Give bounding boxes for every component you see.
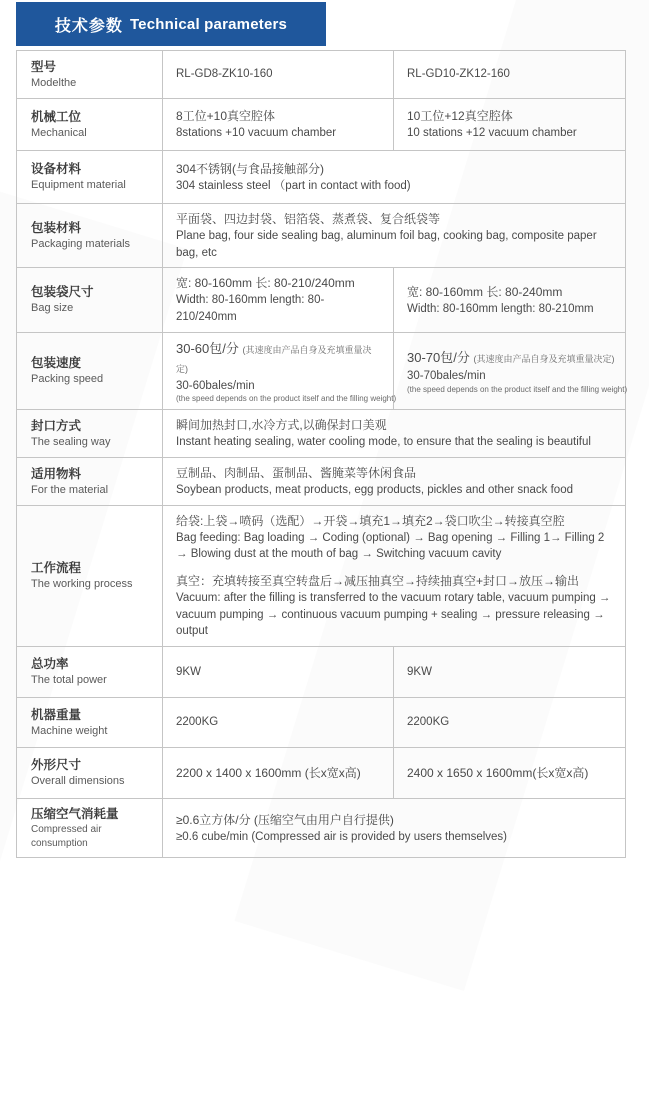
overall-dimensions-value-col2: [394, 748, 626, 799]
value-line: 2200 x 1400 x 1600mm (长x宽x高): [176, 766, 361, 781]
value-line: 9KW: [176, 665, 201, 678]
row-label: [17, 332, 163, 410]
table-row-packing-speed: [17, 332, 626, 410]
equipment-material-value: [163, 151, 626, 204]
row-label-en: Modelthe: [31, 76, 77, 89]
row-label: [17, 799, 163, 858]
row-label-en: Overall dimensions: [31, 775, 125, 788]
sealing-way-value: [163, 410, 626, 458]
total-power-value-col2: [394, 647, 626, 698]
row-label-zh: 包装袋尺寸: [31, 285, 94, 300]
speed-value: 30-70包/分: [407, 350, 470, 366]
value-line: 2400 x 1650 x 1600mm(长x宽x高): [407, 766, 589, 781]
row-label-en: Equipment material: [31, 179, 126, 192]
row-label-zh: 机器重量: [31, 707, 82, 722]
table-row-machine-weight: [17, 698, 626, 748]
row-label: [17, 151, 163, 204]
row-label-zh: 外形尺寸: [31, 758, 82, 773]
row-label: [17, 51, 163, 99]
total-power-value-col1: [163, 647, 394, 698]
model-value-col2: [394, 51, 626, 99]
row-label-en: For the material: [31, 483, 109, 496]
working-process-value: [163, 505, 626, 646]
title-banner: [16, 2, 326, 46]
bag-size-value-col2: [394, 268, 626, 332]
value-line: 9KW: [407, 665, 432, 678]
table-row-model: [17, 51, 626, 99]
packaging-materials-value: [163, 204, 626, 268]
value-line: 8stations +10 vacuum chamber: [176, 127, 337, 140]
value-line: 2200KG: [407, 716, 450, 729]
compressed-air-value: [163, 799, 626, 858]
value-line: 宽: 80-160mm 长: 80-240mm: [407, 284, 563, 299]
row-label-zh: 机械工位: [31, 109, 82, 124]
row-label-zh: 工作流程: [31, 561, 82, 576]
process-bag-feeding-en: Bag feeding: Bag loading → Coding (optional) → Bag opening → Filling 1→ Filling 2 → Blowing dust at the mouth of bag → Switching vacuum cavity: [176, 531, 605, 561]
row-label-en: The total power: [31, 674, 107, 687]
row-label-zh: 适用物料: [31, 466, 82, 481]
row-label: [17, 647, 163, 698]
value-line: 平面袋、四边封袋、铝箔袋、蒸煮袋、复合纸袋等: [176, 212, 441, 226]
bag-size-value-col1: [163, 268, 394, 332]
table-row-compressed-air: [17, 799, 626, 858]
row-label-en: Packaging materials: [31, 238, 131, 251]
packing-speed-value-col1: [163, 332, 397, 410]
mechanical-value-col1: [163, 99, 394, 151]
value-line: 304 stainless steel （part in contact with food): [176, 179, 411, 192]
model-value-col1: [163, 51, 394, 99]
table-row-overall-dimensions: [17, 748, 626, 799]
row-label-zh: 型号: [31, 59, 57, 74]
table-row-packaging-materials: [17, 204, 626, 268]
value-line: [407, 348, 615, 368]
row-label-zh: 总功率: [31, 657, 69, 672]
machine-weight-value-col1: [163, 698, 394, 748]
value-line: 8工位+10真空腔体: [176, 109, 276, 124]
row-label-en: Machine weight: [31, 724, 108, 737]
packing-speed-value-col2: [394, 332, 626, 410]
row-label-zh: 包装材料: [31, 220, 82, 235]
row-label: [17, 748, 163, 799]
value-line: RL-GD8-ZK10-160: [176, 68, 273, 81]
process-vacuum-en: Vacuum: after the filling is transferred to the vacuum rotary table, vacuum pumping → vacuum pumping → continuous vacuum pumping + sealing → pressure releasing → output: [176, 592, 611, 638]
value-line: Width: 80-160mm length: 80-210mm: [407, 302, 594, 315]
value-line: 宽: 80-160mm 长: 80-210/240mm: [176, 276, 355, 291]
table-row-equipment-material: [17, 151, 626, 204]
row-label-en: The sealing way: [31, 436, 111, 449]
value-line: Plane bag, four side sealing bag, aluminum foil bag, cooking bag, composite paper bag, etc: [176, 230, 597, 259]
value-line: 2200KG: [176, 716, 219, 729]
page-title-zh: 技术参数: [54, 17, 123, 35]
overall-dimensions-value-col1: [163, 748, 394, 799]
row-label-en: Compressed air consumption: [31, 824, 102, 850]
page-title-en: Technical parameters: [129, 15, 288, 33]
value-line: Width: 80-160mm length: 80-210/240mm: [176, 294, 325, 324]
value-line: 豆制品、肉制品、蛋制品、酱腌菜等休闲食品: [176, 466, 417, 481]
row-label-en: The working process: [31, 578, 133, 591]
value-line: ≥0.6立方体/分 (压缩空气由用户自行提供): [176, 812, 394, 827]
row-label: [17, 99, 163, 151]
table-row-for-the-material: [17, 458, 626, 506]
row-label-en: Mechanical: [31, 126, 87, 139]
row-label: [17, 410, 163, 458]
row-label-zh: 压缩空气消耗量: [31, 807, 119, 822]
row-label: [17, 505, 163, 646]
value-line: ≥0.6 cube/min (Compressed air is provided by users themselves): [176, 830, 508, 843]
process-vacuum-zh: 真空：充填转接至真空转盘后→减压抽真空→持续抽真空+封口→放压→输出: [176, 574, 580, 589]
value-line: 10 stations +12 vacuum chamber: [407, 127, 577, 140]
row-label: [17, 268, 163, 332]
process-bag-feeding-zh: 给袋:上袋→喷码（选配）→开袋→填充1→填充2→袋口吹尘→转接真空腔: [176, 513, 565, 528]
speed-note-zh: (其速度由产品自身及充填重量决定): [176, 344, 372, 375]
table-row-sealing-way: [17, 410, 626, 458]
value-line: Soybean products, meat products, egg products, pickles and other snack food: [176, 484, 573, 497]
table-row-total-power: [17, 647, 626, 698]
speed-value: 30-60包/分: [176, 340, 239, 356]
row-label-zh: 设备材料: [31, 162, 82, 177]
row-label-en: Packing speed: [31, 373, 104, 386]
value-line: 30-60bales/min: [176, 379, 255, 392]
value-line: [176, 339, 383, 378]
value-line: 瞬间加热封口,水冷方式,以确保封口美观: [176, 418, 387, 433]
speed-note-zh: (其速度由产品自身及充填重量决定): [473, 354, 615, 365]
row-label-en: Bag size: [31, 302, 74, 315]
row-label-zh: 包装速度: [31, 356, 82, 371]
row-label: [17, 204, 163, 268]
row-label: [17, 698, 163, 748]
value-line: 30-70bales/min: [407, 369, 486, 382]
value-line: 10工位+12真空腔体: [407, 109, 513, 124]
mechanical-value-col2: [394, 99, 626, 151]
speed-note-en: (the speed depends on the product itself and the filling weight): [176, 394, 397, 404]
speed-note-en: (the speed depends on the product itself and the filling weight): [407, 384, 628, 394]
row-label-zh: 封口方式: [31, 418, 82, 433]
value-line: RL-GD10-ZK12-160: [407, 68, 510, 81]
machine-weight-value-col2: [394, 698, 626, 748]
table-row-mechanical: [17, 99, 626, 151]
row-label: [17, 458, 163, 506]
value-line: Instant heating sealing, water cooling mode, to ensure that the sealing is beautiful: [176, 436, 591, 449]
value-line: 304不锈钢(与食品接触部分): [176, 161, 325, 176]
table-row-bag-size: [17, 268, 626, 332]
technical-parameters-table: [16, 50, 626, 858]
for-the-material-value: [163, 458, 626, 506]
table-row-working-process: [17, 505, 626, 646]
